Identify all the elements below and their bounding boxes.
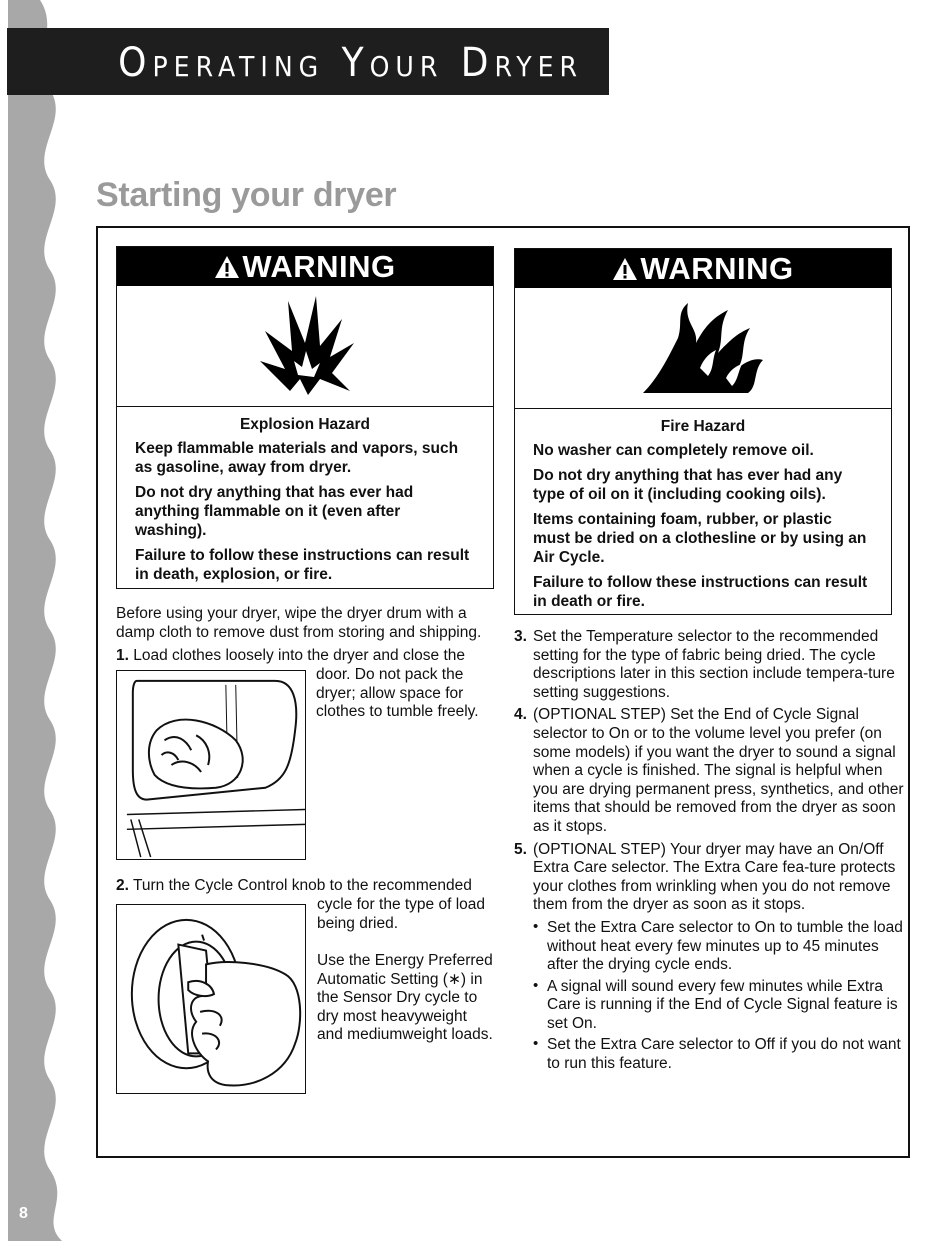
- intro-paragraph: Before using your dryer, wipe the dryer drum with a damp cloth to remove dust from storing and shipping.: [116, 605, 482, 641]
- warning-line: Keep flammable materials and vapors, such as gasoline, away from dryer.: [135, 440, 459, 476]
- load-dryer-illustration: [116, 670, 306, 860]
- fire-pictogram: [515, 288, 891, 409]
- step-number: 1.: [116, 647, 129, 664]
- explosion-pictogram: [117, 286, 493, 407]
- warning-triangle-icon: [612, 257, 638, 281]
- step-1-continued: door. Do not pack the dryer; allow space for clothes to tumble freely.: [316, 666, 479, 721]
- step-text: Load clothes loosely into the dryer and close the: [133, 647, 465, 664]
- warning-line: Items containing foam, rubber, or plastic must be dried on a clothesline or by using an Air Cycle.: [533, 511, 867, 566]
- warning-line: Do not dry anything that has ever had anything flammable on it (even after washing).: [135, 484, 414, 539]
- step-4: [514, 706, 904, 836]
- page-header-title: Operating Your Dryer: [118, 40, 583, 86]
- warning-label: WARNING: [640, 250, 794, 286]
- fire-icon: [638, 298, 768, 398]
- step-text: Turn the Cycle Control knob to the recommended: [132, 877, 472, 894]
- cycle-knob-illustration: [116, 904, 306, 1094]
- energy-preferred-note: Use the Energy Preferred Automatic Setting (∗) in the Sensor Dry cycle to dry most heavyweight and mediumweight loads.: [317, 952, 493, 1044]
- step-number: 3.: [514, 628, 527, 645]
- side-tab: [0, 0, 70, 1241]
- step-number: 2.: [116, 877, 129, 894]
- bullet-item: • Set the Extra Care selector to Off if you do not want to run this feature.: [533, 1036, 904, 1073]
- step-text: Set the Temperature selector to the recommended setting for the type of fabric being dried. The cycle descriptions later in this section include tempera-ture setting suggestions.: [533, 628, 895, 701]
- fire-warning-box: [514, 248, 892, 615]
- warning-line: Failure to follow these instructions can result in death or fire.: [533, 574, 868, 610]
- bullet-item: • A signal will sound every few minutes while Extra Care is running if the End of Cycle Signal feature is set On.: [533, 978, 904, 1034]
- step-number: 5.: [514, 840, 527, 858]
- warning-line: Do not dry anything that has ever had any type of oil on it (including cooking oils).: [533, 467, 843, 503]
- step-3: [514, 628, 904, 702]
- warning-line: Failure to follow these instructions can result in death, explosion, or fire.: [135, 547, 470, 583]
- hazard-title: Fire Hazard: [660, 418, 746, 435]
- warning-header: [515, 249, 891, 288]
- warning-line: No washer can completely remove oil.: [533, 442, 814, 459]
- bullet-item: • Set the Extra Care selector to On to tumble the load without heat every few minutes up to 45 minutes after the drying cycle ends.: [533, 919, 904, 975]
- step-2-continued: cycle for the type of load being dried.: [317, 896, 486, 932]
- explosion-icon: [250, 291, 360, 401]
- step-1-line: [116, 647, 496, 666]
- step-2-line: [116, 877, 496, 896]
- warning-triangle-icon: [214, 255, 240, 279]
- explosion-warning-box: [116, 246, 494, 589]
- page-number: 8: [19, 1205, 28, 1222]
- step-text: (OPTIONAL STEP) Set the End of Cycle Signal selector to On or to the volume level you prefer (on some models) if you want the dryer to sound a signal when a cycle is finished. The signal is helpful when you are drying permanent press, synthetics, and other items that should be removed from the dryer as soon as it stops.: [533, 706, 904, 835]
- step-number: 4.: [514, 706, 527, 724]
- step-5: [514, 841, 904, 915]
- warning-header: [117, 247, 493, 286]
- step-text: (OPTIONAL STEP) Your dryer may have an On/Off Extra Care selector. The Extra Care fea-ture protects your clothes from wrinkling when you do not remove them from the dryer as soon as it stops.: [533, 840, 896, 914]
- section-title: Starting your dryer: [96, 176, 397, 214]
- header-bar: [7, 28, 609, 95]
- warning-label: WARNING: [242, 248, 396, 284]
- hazard-title: Explosion Hazard: [239, 416, 371, 433]
- steps-column: [514, 628, 904, 1077]
